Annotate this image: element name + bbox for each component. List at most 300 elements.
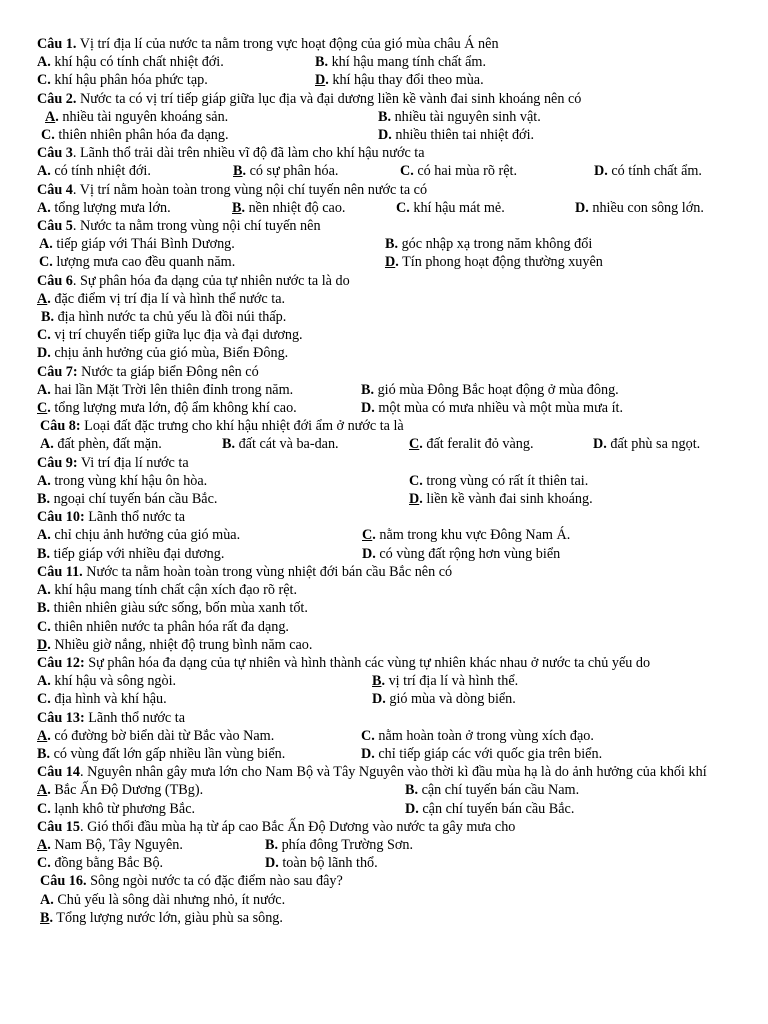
answer-option[interactable]	[37, 399, 361, 417]
option-text: gió mùa Đông Bắc hoạt động ở mùa đông.	[374, 381, 619, 398]
option-separator: .	[47, 727, 51, 744]
question-number: Câu 11.	[37, 563, 83, 580]
answer-row	[37, 599, 733, 617]
option-text: nhiều tài nguyên sinh vật.	[391, 108, 541, 125]
option-letter: D	[372, 691, 383, 708]
answer-option[interactable]	[37, 53, 315, 71]
answer-row	[37, 399, 733, 417]
question-stem	[37, 818, 733, 836]
option-text: cận chí tuyến bán cầu Bắc.	[418, 800, 575, 817]
option-text: góc nhập xạ trong năm không đổi	[398, 236, 593, 253]
option-separator: .	[388, 127, 392, 144]
answer-option[interactable]	[37, 526, 362, 544]
answer-row	[37, 618, 733, 636]
answer-option[interactable]	[315, 71, 484, 89]
answer-row	[37, 672, 733, 690]
option-text: tiếp giáp với Thái Bình Dương.	[52, 236, 235, 253]
option-letter: C	[37, 72, 48, 89]
answer-option[interactable]	[41, 308, 286, 326]
question-block	[37, 272, 733, 363]
option-letter: A	[37, 472, 48, 489]
option-separator: .	[46, 600, 51, 617]
answer-option[interactable]	[405, 781, 579, 799]
option-separator: .	[241, 199, 246, 216]
option-text: Tín phong hoạt động thường xuyên	[398, 254, 603, 271]
answer-option[interactable]	[361, 727, 594, 745]
option-text: có hai mùa rõ rệt.	[413, 163, 518, 180]
question-text: . Vị trí nằm hoàn toàn trong vùng nội chí tuyến nên nước ta có	[72, 181, 428, 198]
question-stem	[37, 454, 733, 472]
answer-row	[37, 545, 733, 563]
question-block	[37, 35, 733, 90]
option-letter: B	[232, 199, 242, 216]
option-text: Nhiều giờ nắng, nhiệt độ trung bình năm cao.	[50, 636, 313, 653]
question-block	[37, 90, 733, 145]
option-letter: C	[37, 400, 48, 417]
option-text: tổng lượng mưa lớn.	[50, 199, 171, 216]
answer-row	[37, 326, 733, 344]
option-text: tiếp giáp với nhiều đại dương.	[50, 545, 225, 562]
question-block	[37, 654, 733, 709]
answer-option[interactable]	[37, 344, 288, 362]
question-number: Câu 10:	[37, 509, 85, 526]
option-letter: D	[361, 745, 372, 762]
answer-option[interactable]	[40, 435, 222, 453]
option-separator: .	[419, 491, 423, 508]
answer-option[interactable]	[594, 162, 702, 180]
answer-option[interactable]	[361, 381, 619, 399]
answer-option[interactable]	[37, 800, 405, 818]
answer-option[interactable]	[37, 618, 289, 636]
answer-option[interactable]	[409, 490, 593, 508]
answer-row	[37, 636, 733, 654]
option-separator: .	[49, 254, 53, 271]
option-letter: A	[37, 727, 48, 744]
answer-option[interactable]	[45, 108, 378, 126]
question-stem	[37, 363, 733, 381]
worksheet	[37, 35, 733, 927]
question-number: Câu 6	[37, 272, 73, 289]
option-letter: A	[37, 199, 48, 216]
option-separator: .	[49, 909, 54, 926]
option-text: phía đông Trường Sơn.	[278, 836, 414, 853]
question-block	[37, 144, 733, 180]
question-stem	[37, 417, 733, 435]
option-separator: .	[604, 163, 608, 180]
question-stem	[37, 654, 733, 672]
question-block	[37, 709, 733, 764]
option-letter: A	[37, 836, 48, 853]
option-letter: C	[37, 618, 48, 635]
question-text: Nước ta có vị trí tiếp giáp giữa lục địa và đại dương liền kề vành đai sinh khoáng nên có	[76, 90, 582, 107]
option-text: thiên nhiên nước ta phân hóa rất đa dạng.	[50, 618, 289, 635]
option-letter: D	[315, 72, 326, 89]
option-letter: A	[37, 582, 48, 599]
answer-option[interactable]	[396, 199, 575, 217]
option-separator: .	[419, 472, 423, 489]
question-stem	[37, 35, 733, 53]
answer-option[interactable]	[409, 435, 593, 453]
answer-option[interactable]	[315, 53, 486, 71]
question-text: Sự phân hóa đa dạng của tự nhiên và hình thành các vùng tự nhiên khác nhau ở nước ta chủ yếu do	[84, 654, 651, 671]
answer-option[interactable]	[37, 71, 315, 89]
question-stem	[37, 272, 733, 290]
answer-row	[37, 490, 733, 508]
option-letter: C	[37, 691, 48, 708]
answer-option[interactable]	[41, 126, 378, 144]
option-separator: .	[382, 691, 386, 708]
option-separator: .	[49, 236, 53, 253]
answer-row	[37, 71, 733, 89]
option-letter: B	[37, 745, 47, 762]
answer-option[interactable]	[40, 891, 285, 909]
option-letter: D	[362, 545, 373, 562]
option-text: tổng lượng mưa lớn, độ ẩm không khí cao.	[50, 400, 297, 417]
question-block	[37, 508, 733, 563]
answer-option[interactable]	[265, 836, 413, 854]
option-text: đồng bằng Bắc Bộ.	[50, 855, 164, 872]
option-separator: .	[585, 199, 589, 216]
option-text: vị trí địa lí và hình thể.	[385, 673, 519, 690]
option-separator: .	[47, 691, 51, 708]
question-block	[37, 872, 733, 927]
answer-row	[37, 909, 733, 927]
option-separator: .	[47, 72, 51, 89]
answer-option[interactable]	[575, 199, 704, 217]
option-separator: .	[387, 108, 392, 125]
option-separator: .	[406, 199, 410, 216]
option-letter: A	[37, 54, 48, 71]
answer-option[interactable]	[37, 381, 361, 399]
answer-row	[37, 781, 733, 799]
answer-option[interactable]	[361, 399, 623, 417]
answer-option[interactable]	[372, 690, 516, 708]
answer-option[interactable]	[37, 326, 303, 344]
question-text: Lãnh thổ nước ta	[84, 709, 185, 726]
question-stem	[37, 90, 733, 108]
question-stem	[37, 709, 733, 727]
option-separator: .	[46, 545, 51, 562]
option-text: khí hậu có tính chất nhiệt đới.	[50, 54, 224, 71]
option-separator: .	[47, 345, 51, 362]
option-separator: .	[371, 745, 375, 762]
option-separator: .	[47, 527, 51, 544]
answer-row	[37, 727, 733, 745]
answer-option[interactable]	[37, 745, 361, 763]
option-text: thiên nhiên phân hóa đa dạng.	[54, 127, 229, 144]
answer-row	[37, 199, 733, 217]
option-text: khí hậu phân hóa phức tạp.	[50, 72, 208, 89]
option-text: chỉ tiếp giáp các với quốc gia trên biển.	[374, 745, 603, 762]
option-letter: D	[385, 254, 396, 271]
option-separator: .	[381, 673, 386, 690]
option-text: trong vùng khí hậu ôn hòa.	[50, 472, 208, 489]
answer-option[interactable]	[37, 162, 233, 180]
option-text: đặc điểm vị trí địa lí và hình thể nước ta.	[50, 290, 286, 307]
option-text: có vùng đất rộng hơn vùng biển	[375, 545, 561, 562]
answer-option[interactable]	[39, 235, 385, 253]
option-text: địa hình và khí hậu.	[50, 691, 167, 708]
question-text: Sông ngòi nước ta có đặc điểm nào sau đây?	[86, 873, 343, 890]
question-stem	[37, 217, 733, 235]
option-letter: C	[396, 199, 407, 216]
option-separator: .	[47, 327, 51, 344]
answer-option[interactable]	[37, 472, 409, 490]
question-number: Câu 3	[37, 145, 73, 162]
option-letter: B	[361, 381, 371, 398]
option-text: khí hậu mát mẻ.	[409, 199, 505, 216]
option-separator: .	[47, 855, 51, 872]
answer-option[interactable]	[378, 126, 534, 144]
option-text: chịu ảnh hưởng của gió mùa, Biển Đông.	[50, 345, 289, 362]
option-separator: .	[395, 254, 399, 271]
answer-row	[37, 891, 733, 909]
question-block	[37, 181, 733, 217]
answer-option[interactable]	[593, 435, 700, 453]
option-text: thiên nhiên giàu sức sống, bốn mùa xanh tốt.	[50, 600, 308, 617]
option-letter: D	[37, 345, 48, 362]
option-letter: A	[39, 236, 50, 253]
option-text: nền nhiệt độ cao.	[245, 199, 346, 216]
option-text: đất feralit đỏ vàng.	[422, 436, 534, 453]
option-separator: .	[410, 163, 414, 180]
question-number: Câu 13:	[37, 709, 85, 726]
option-letter: C	[409, 436, 420, 453]
answer-row	[37, 526, 733, 544]
option-separator: .	[47, 636, 51, 653]
option-separator: .	[47, 400, 51, 417]
answer-row	[37, 472, 733, 490]
question-number: Câu 2.	[37, 90, 77, 107]
answer-option[interactable]	[233, 162, 400, 180]
question-stem	[37, 144, 733, 162]
answer-option[interactable]	[361, 745, 602, 763]
option-separator: .	[47, 673, 51, 690]
question-number: Câu 9:	[37, 454, 78, 471]
answer-option[interactable]	[37, 581, 297, 599]
answer-option[interactable]	[37, 290, 285, 308]
option-text: cận chí tuyến bán cầu Nam.	[418, 782, 580, 799]
option-separator: .	[371, 727, 375, 744]
option-letter: D	[265, 855, 276, 872]
option-text: nằm trong khu vực Đông Nam Á.	[375, 527, 571, 544]
answer-option[interactable]	[232, 199, 396, 217]
option-letter: D	[361, 400, 372, 417]
option-letter: A	[37, 673, 48, 690]
option-letter: A	[40, 891, 51, 908]
option-separator: .	[274, 836, 279, 853]
answer-option[interactable]	[37, 854, 265, 872]
option-text: nằm hoàn toàn ở trong vùng xích đạo.	[374, 727, 594, 744]
option-letter: A	[40, 436, 51, 453]
option-separator: .	[46, 491, 51, 508]
option-separator: .	[46, 745, 51, 762]
option-separator: .	[47, 582, 51, 599]
answer-option[interactable]	[37, 836, 265, 854]
option-text: lạnh khô từ phương Bắc.	[50, 800, 196, 817]
option-letter: D	[378, 127, 389, 144]
answer-row	[37, 381, 733, 399]
answer-option[interactable]	[39, 253, 385, 271]
answer-option[interactable]	[385, 253, 603, 271]
question-stem	[37, 872, 733, 890]
option-separator: .	[372, 545, 376, 562]
option-text: đất phèn, đất mặn.	[53, 436, 162, 453]
option-separator: .	[50, 891, 54, 908]
option-letter: C	[400, 163, 411, 180]
option-letter: D	[405, 800, 416, 817]
option-text: khí hậu thay đổi theo mùa.	[328, 72, 484, 89]
question-number: Câu 7:	[37, 363, 78, 380]
option-text: toàn bộ lãnh thổ.	[278, 855, 378, 872]
answer-option[interactable]	[222, 435, 409, 453]
question-stem	[37, 181, 733, 199]
answer-option[interactable]	[37, 490, 409, 508]
option-letter: C	[37, 327, 48, 344]
question-number: Câu 16.	[40, 873, 87, 890]
option-text: Chủ yếu là sông dài nhưng nhỏ, ít nước.	[53, 891, 286, 908]
option-letter: D	[575, 199, 586, 216]
answer-row	[37, 690, 733, 708]
question-stem	[37, 763, 733, 781]
answer-option[interactable]	[37, 636, 312, 654]
answer-option[interactable]	[362, 526, 570, 544]
option-text: nhiều tài nguyên khoáng sản.	[58, 108, 229, 125]
option-separator: .	[372, 527, 376, 544]
answer-option[interactable]	[37, 781, 405, 799]
question-block	[37, 763, 733, 818]
option-text: khí hậu mang tính chất cận xích đạo rõ rệt.	[50, 582, 298, 599]
option-letter: A	[45, 108, 56, 125]
option-separator: .	[242, 163, 247, 180]
question-number: Câu 1.	[37, 36, 77, 52]
option-separator: .	[231, 436, 236, 453]
option-letter: B	[41, 309, 51, 326]
question-text: . Gió thổi đầu mùa hạ từ áp cao Bắc Ấn Độ Dương vào nước ta gây mưa cho	[79, 818, 516, 835]
question-number: Câu 14	[37, 764, 80, 781]
question-text: Nước ta giáp biển Đông nên có	[77, 363, 259, 380]
question-number: Câu 4	[37, 181, 73, 198]
option-text: chỉ chịu ảnh hưởng của gió mùa.	[50, 527, 241, 544]
answer-option[interactable]	[37, 599, 308, 617]
answer-row	[37, 253, 733, 271]
option-letter: B	[378, 108, 388, 125]
answer-option[interactable]	[37, 672, 372, 690]
question-text: Loại đất đặc trưng cho khí hậu nhiệt đới ẩm ở nước ta là	[80, 418, 404, 435]
option-text: ngoại chí tuyến bán cầu Bắc.	[50, 491, 218, 508]
answer-option[interactable]	[37, 545, 362, 563]
answer-option[interactable]	[362, 545, 560, 563]
option-letter: D	[37, 636, 48, 653]
option-text: hai lần Mặt Trời lên thiên đỉnh trong năm.	[50, 381, 294, 398]
question-block	[37, 217, 733, 272]
answer-row	[37, 344, 733, 362]
option-separator: .	[47, 290, 51, 307]
question-number: Câu 12:	[37, 654, 85, 671]
option-letter: C	[39, 254, 50, 271]
option-letter: C	[37, 855, 48, 872]
question-text: . Sự phân hóa đa dạng của tự nhiên nước ta là do	[72, 272, 350, 289]
option-text: nhiều thiên tai nhiệt đới.	[391, 127, 535, 144]
option-text: liền kề vành đai sinh khoáng.	[422, 491, 593, 508]
option-separator: .	[47, 472, 51, 489]
option-text: có tính chất ẩm.	[607, 163, 702, 180]
question-text: Vị trí địa lí của nước ta nằm trong vực hoạt động của gió mùa châu Á nên	[76, 36, 499, 52]
answer-option[interactable]	[37, 727, 361, 745]
option-text: Nam Bộ, Tây Nguyên.	[50, 836, 183, 853]
option-text: có sự phân hóa.	[246, 163, 339, 180]
option-text: khí hậu và sông ngòi.	[50, 673, 177, 690]
option-text: có đường bờ biển dài từ Bắc vào Nam.	[50, 727, 275, 744]
option-separator: .	[47, 836, 51, 853]
question-stem	[37, 508, 733, 526]
question-text: Nước ta nằm hoàn toàn trong vùng nhiệt đới bán cầu Bắc nên có	[82, 563, 453, 580]
option-letter: B	[405, 782, 415, 799]
question-text: . Lãnh thổ trải dài trên nhiều vĩ độ đã làm cho khí hậu nước ta	[72, 145, 425, 162]
question-number: Câu 15	[37, 818, 80, 835]
option-letter: C	[41, 127, 52, 144]
option-text: khí hậu mang tính chất ẩm.	[328, 54, 487, 71]
answer-row	[37, 290, 733, 308]
question-number: Câu 8:	[40, 418, 81, 435]
option-letter: A	[37, 782, 48, 799]
answer-option[interactable]	[409, 472, 588, 490]
option-text: đất phù sa ngọt.	[606, 436, 701, 453]
option-separator: .	[370, 381, 375, 398]
option-letter: A	[37, 381, 48, 398]
answer-row	[37, 745, 733, 763]
answer-row	[37, 854, 733, 872]
answer-option[interactable]	[265, 854, 378, 872]
option-letter: C	[409, 472, 420, 489]
option-separator: .	[325, 72, 329, 89]
option-separator: .	[603, 436, 607, 453]
option-text: Bắc Ấn Độ Dương (TBg).	[50, 782, 204, 799]
answer-option[interactable]	[372, 672, 518, 690]
answer-option[interactable]	[405, 800, 574, 818]
answer-option[interactable]	[400, 162, 594, 180]
answer-option[interactable]	[37, 199, 232, 217]
answer-option[interactable]	[40, 909, 283, 927]
option-separator: .	[51, 127, 55, 144]
option-letter: B	[265, 836, 275, 853]
question-block	[37, 818, 733, 873]
option-text: vị trí chuyển tiếp giữa lục địa và đại dương.	[50, 327, 303, 344]
option-letter: C	[37, 800, 48, 817]
question-stem	[37, 563, 733, 581]
option-letter: B	[222, 436, 232, 453]
option-separator: .	[47, 54, 51, 71]
option-letter: D	[593, 436, 604, 453]
option-separator: .	[47, 199, 51, 216]
answer-row	[37, 435, 733, 453]
option-text: trong vùng có rất ít thiên tai.	[422, 472, 589, 489]
answer-option[interactable]	[37, 690, 372, 708]
option-text: lượng mưa cao đều quanh năm.	[52, 254, 236, 271]
question-text: . Nước ta nằm trong vùng nội chí tuyến nên	[72, 218, 321, 235]
answer-option[interactable]	[385, 235, 592, 253]
option-letter: B	[385, 236, 395, 253]
answer-option[interactable]	[378, 108, 541, 126]
option-separator: .	[50, 436, 54, 453]
option-text: nhiều con sông lớn.	[588, 199, 704, 216]
option-letter: B	[40, 909, 50, 926]
option-separator: .	[324, 54, 329, 71]
answer-row	[37, 800, 733, 818]
option-separator: .	[394, 236, 399, 253]
option-separator: .	[415, 800, 419, 817]
answer-row	[37, 162, 733, 180]
